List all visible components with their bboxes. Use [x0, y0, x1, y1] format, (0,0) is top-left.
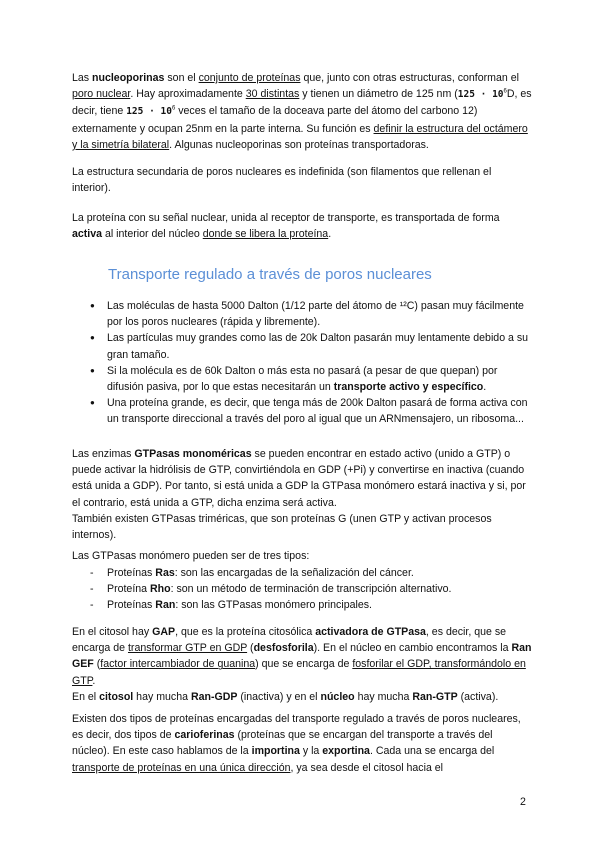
list-item: ● Una proteína grande, es decir, que tenga más de 200k Dalton pasará de forma activa con un transporte direccional a través del poro al igual que un ARNmensajero, un ribosoma... [90, 395, 532, 427]
dash-list [90, 565, 532, 614]
list-item: - Proteínas Ran: son las GTPasas monómero principales. [90, 597, 532, 613]
list-item: - Proteínas Ras: son las encargadas de la señalización del cáncer. [90, 565, 532, 581]
list-item: ● Si la molécula es de 60k Dalton o más esta no pasará (a pesar de que quepan) por difusión pasiva, por lo que estas necesitarán un transporte activo y específico. [90, 363, 532, 395]
list-item: - Proteína Rho: son un método de terminación de transcripción alternativo. [90, 581, 532, 597]
paragraph-nucleoporinas: Las nucleoporinas son el conjunto de proteínas que, junto con otras estructuras, conforman el poro nuclear. Hay aproximadamente 30 distintas y tienen un diámetro de 125 nm ($125 \cdot 10^6D$, es decir, tiene $125 \cdot 10^6$ veces el tamaño de la doceava parte del átomo del carbono 12) externamente y ocupan 25nm en la parte interna. Su función es definir la estructura del octámero y la simetría bilateral. Algunas nucleoporinas son proteínas transportadoras. [72, 72, 532, 151]
list-item: ● Las moléculas de hasta 5000 Dalton (1/12 parte del átomo de ¹²C) pasan muy fácilmente por los poros nucleares (rápida y libremente). [90, 298, 532, 330]
paragraph-gtpasas: Las enzimas GTPasas monoméricas se pueden encontrar en estado activo (unido a GTP) o puede activar la hidrólisis de GTP, convirtiéndola en GDP (+Pi) y convertirse en inactiva (cuando está unida a GDP). Por tanto, si está unida a GDP la GTPasa monómero estará inactiva y si, por el contrario, está unida a GTP, dicha enzima será activa. También existen GTPasas triméricas, que son proteínas G (unen GTP y activan procesos internos). [72, 448, 526, 542]
paragraph-carioferinas: Existen dos tipos de proteínas encargadas del transporte regulado a través de poros nucleares, es decir, dos tipos de carioferinas (proteínas que se encargan del transporte a través del núcleo). En este caso hablamos de la importina y la exportina. Cada una se encarga del transporte de proteínas en una única dirección, ya sea desde el citosol hacia el [72, 713, 521, 774]
paragraph-proteina-senal: La proteína con su señal nuclear, unida al receptor de transporte, es transportada de forma activa al interior del núcleo donde se libera la proteína. [72, 212, 500, 241]
paragraph-tipos-intro: Las GTPasas monómero pueden ser de tres tipos: [72, 550, 310, 562]
page-number: 2 [520, 796, 526, 808]
section-heading: Transporte regulado a través de poros nucleares [108, 266, 432, 283]
bullet-list [90, 298, 532, 428]
list-item: ● Las partículas muy grandes como las de 20k Dalton pasarán muy lentamente debido a su gran tamaño. [90, 330, 532, 362]
paragraph-gap: En el citosol hay GAP, que es la proteína citosólica activadora de GTPasa, es decir, que se encarga de transformar GTP en GDP (desfosforila). En el núcleo en cambio encontramos la Ran GEF (factor intercambiador de guanina) que se encarga de fosforilar el GDP, transformándolo en GTP. En el citosol hay mucha Ran-GDP (inactiva) y en el núcleo hay mucha Ran-GTP (activa). [72, 626, 532, 703]
paragraph-estructura-secundaria: La estructura secundaria de poros nucleares es indefinida (son filamentos que rellenan el interior). [72, 166, 492, 195]
